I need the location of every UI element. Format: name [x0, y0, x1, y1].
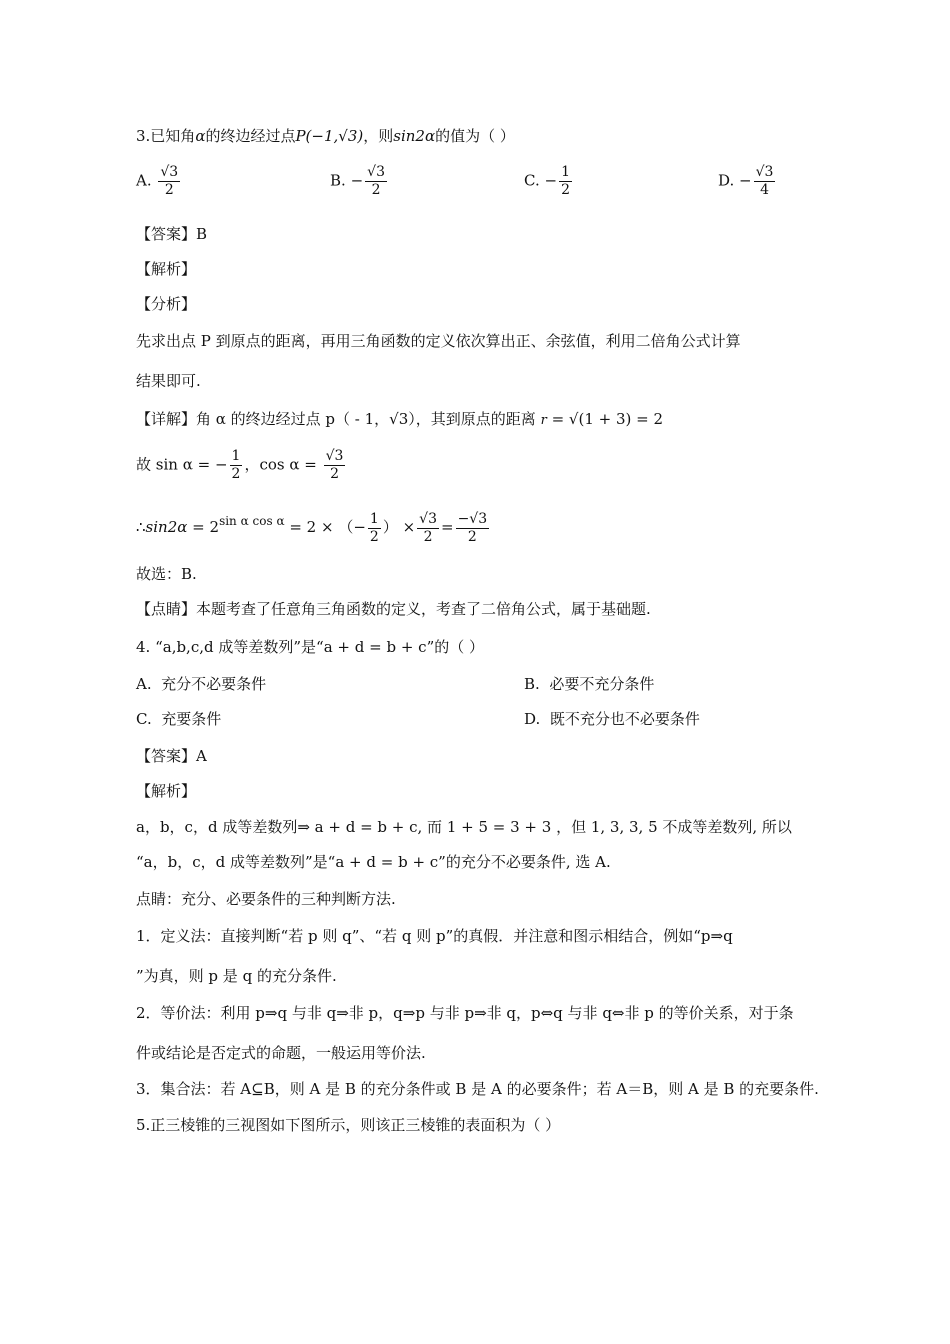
option-text: 既不充分也不必要条件: [549, 710, 700, 728]
q4-method-3: 3．集合法：若 A⊆B，则 A 是 B 的充分条件或 B 是 A 的必要条件；若 A＝B，则 A 是 B 的充要条件.: [136, 1080, 819, 1098]
q3-stem-end: 的值为（ ）: [435, 127, 515, 145]
option-letter: A.: [136, 171, 152, 190]
q3-option-b: [330, 164, 389, 199]
q4-method-1b: ”为真，则 p 是 q 的充分条件.: [136, 967, 337, 985]
q4-solution-line-2: “a，b，c，d 成等差数列”是“a + d = b + c”的充分不必要条件, 选 A.: [136, 853, 611, 871]
q4-answer: 【答案】A: [136, 747, 207, 765]
therefore-sin2a: sin2α: [145, 518, 188, 536]
option-sign: −: [544, 171, 558, 190]
q3-sin2a: sin2α: [393, 127, 436, 145]
q3-stem-prefix: 3.已知角: [136, 127, 196, 145]
q4-option-d: [524, 708, 700, 730]
q3-stem: [136, 125, 515, 147]
therefore-frac3-num: −√3: [457, 510, 488, 527]
therefore-symbol: ∴: [136, 518, 146, 536]
q3-dianjing: 【点睛】本题考查了任意角三角函数的定义，考查了二倍角公式，属于基础题.: [136, 600, 651, 618]
option-letter: B.: [330, 171, 346, 190]
therefore-frac2-num: √3: [419, 510, 437, 527]
gu-sin-sign: −: [214, 455, 228, 474]
q4-solution-line-1: a，b，c，d 成等差数列⇒ a + d = b + c, 而 1 + 5 = 3 + 3 ，但 1, 3, 3, 5 不成等差数列, 所以: [136, 818, 792, 836]
option-text: 必要不充分条件: [549, 675, 655, 693]
q4-option-c: [136, 708, 221, 730]
option-letter: B.: [524, 675, 540, 693]
gu-cos-numerator: √3: [325, 448, 344, 464]
option-numerator: √3: [367, 164, 385, 180]
q4-jiexi-heading: 【解析】: [136, 782, 197, 800]
option-denominator: 4: [760, 182, 769, 198]
q3-alpha: α: [195, 127, 206, 145]
q4-option-a: [136, 673, 266, 695]
option-letter: A.: [136, 675, 152, 693]
q5-stem: 5.正三棱锥的三视图如下图所示，则该正三棱锥的表面积为（ ）: [136, 1116, 561, 1134]
q3-detail: [136, 408, 663, 432]
option-text: 充分不必要条件: [161, 675, 267, 693]
gu-sin-label: 故 sin α =: [136, 455, 211, 474]
option-sign: −: [350, 171, 364, 190]
q4-method-1a: 1．定义法：直接判断“若 p 则 q”、“若 q 则 p”的真假．并注意和图示相结合，例如“p⇒q: [136, 927, 733, 945]
q3-stem-mid2: ，则: [363, 127, 394, 145]
q3-point: P(−1,√3): [295, 127, 364, 145]
q4-method-2a: 2．等价法：利用 p⇒q 与非 q⇒非 p，q⇒p 与非 p⇒非 q，p⇔q 与非 q⇔非 p 的等价关系，对于条: [136, 1004, 794, 1022]
detail-r: r: [540, 413, 547, 428]
q3-fenxi-heading: 【分析】: [136, 295, 197, 313]
q3-option-c: [524, 164, 574, 199]
q3-gu-line: [136, 448, 347, 483]
q4-stem: 4. “a,b,c,d 成等差数列”是“a + d = b + c”的（ ）: [136, 638, 485, 656]
q3-therefore-line: [136, 510, 491, 546]
q4-dianjing: 点睛：充分、必要条件的三种判断方法.: [136, 890, 396, 908]
therefore-frac1-num: 1: [369, 510, 379, 527]
gu-sin-denominator: 2: [231, 466, 241, 482]
q3-jiexi-heading: 【解析】: [136, 260, 197, 278]
therefore-exponent: sin α cos α: [219, 514, 285, 528]
therefore-frac3-den: 2: [467, 528, 477, 545]
q3-guxuan: 故选：B.: [136, 565, 197, 583]
gu-sin-numerator: 1: [231, 448, 241, 464]
option-numerator: 1: [561, 164, 570, 180]
therefore-eq-3: =: [440, 518, 454, 536]
detail-distance: = √(1 + 3) = 2: [551, 410, 664, 428]
option-denominator: 2: [371, 182, 381, 198]
therefore-frac1-den: 2: [369, 528, 379, 545]
option-denominator: 2: [164, 182, 174, 198]
option-letter: C.: [524, 171, 540, 190]
gu-cos-label: ，cos α =: [244, 455, 317, 474]
option-numerator: √3: [755, 164, 774, 180]
option-letter: D.: [524, 710, 541, 728]
option-denominator: 2: [561, 182, 570, 198]
q4-method-2b: 件或结论是否定式的命题，一般运用等价法.: [136, 1044, 426, 1062]
q3-analysis-line-2: 结果即可.: [136, 372, 201, 390]
therefore-eq-2: = 2 × （−: [289, 518, 366, 536]
q3-option-d: [718, 164, 777, 199]
q3-stem-mid: 的终边经过点: [205, 127, 296, 145]
q3-answer: 【答案】B: [136, 225, 208, 243]
q3-analysis-line-1: 先求出点 P 到原点的距离，再用三角函数的定义依次算出正、余弦值，利用二倍角公式计算: [136, 332, 741, 350]
q4-option-b: [524, 673, 654, 695]
q3-option-a: [136, 164, 182, 199]
therefore-eq-1: = 2: [192, 518, 220, 536]
option-text: 充要条件: [161, 710, 222, 728]
option-sign: −: [739, 171, 752, 190]
detail-prefix: 【详解】角 α 的终边经过点 p（ - 1，√3），其到原点的距离: [136, 410, 536, 428]
gu-cos-denominator: 2: [330, 466, 339, 482]
option-letter: D.: [718, 171, 735, 190]
therefore-frac2-den: 2: [423, 528, 433, 545]
option-numerator: √3: [160, 164, 179, 180]
therefore-mid: ） ×: [382, 518, 416, 536]
option-letter: C.: [136, 710, 152, 728]
